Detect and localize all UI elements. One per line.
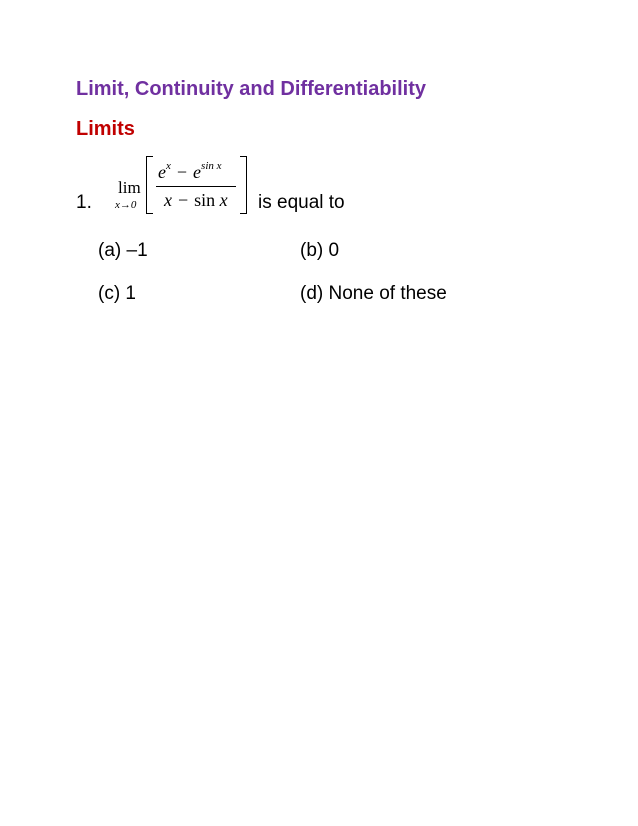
question-suffix: is equal to — [258, 192, 345, 213]
question-number: 1. — [76, 192, 92, 213]
left-bracket — [146, 156, 153, 214]
limit-operator: lim — [118, 178, 141, 197]
right-bracket — [240, 156, 247, 214]
denominator-operator: − — [178, 190, 189, 210]
numerator-exponent-2: sin x — [201, 160, 222, 172]
section-title: Limits — [76, 118, 135, 140]
fraction-numerator — [158, 160, 222, 183]
option-b: (b) 0 — [300, 240, 340, 261]
denominator-function: sin — [194, 190, 216, 210]
denominator-argument: x — [219, 190, 228, 210]
limit-expression — [108, 150, 253, 220]
numerator-exponent-1: x — [166, 160, 171, 172]
numerator-base-1: e — [158, 162, 166, 182]
chapter-title: Limit, Continuity and Differentiability — [76, 78, 426, 100]
option-d: (d) None of these — [300, 283, 447, 304]
limit-subscript: x→0 — [115, 199, 137, 211]
fraction-denominator — [164, 190, 228, 211]
option-c: (c) 1 — [98, 283, 136, 304]
denominator-variable: x — [164, 190, 172, 210]
numerator-base-2: e — [193, 162, 202, 182]
numerator-operator: − — [176, 162, 188, 182]
fraction-line — [156, 186, 236, 187]
option-a: (a) –1 — [98, 240, 148, 261]
